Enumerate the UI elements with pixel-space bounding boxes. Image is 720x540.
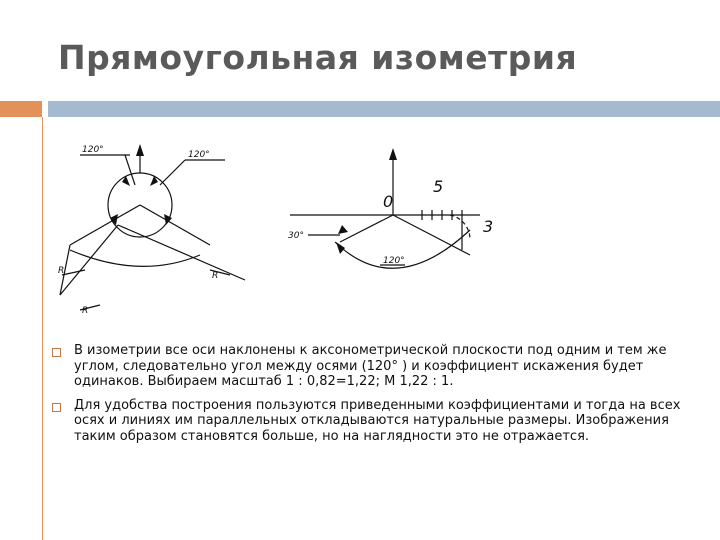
accent-bar-orange [0, 101, 42, 117]
left-radius-label-1: R [58, 266, 65, 276]
right-unit-3-label: 3 [483, 217, 494, 236]
left-radius-label-3: R [212, 271, 219, 281]
left-angle-label-2: 120° [188, 150, 210, 160]
bullet-item [52, 343, 692, 390]
bullet-text: Для удобства построения пользуются приведенными коэффициентами и тогда на всех осях и линиях им параллельных откладываются натуральные размеры. Изображения таким образом становятся больше, но на наглядности это не отражается. [74, 397, 681, 444]
accent-bar-blue [48, 101, 720, 117]
bullet-item [52, 398, 692, 445]
bullet-square-icon [52, 403, 61, 412]
slide-title: Прямоугольная изометрия [58, 38, 578, 77]
isometry-drawing [50, 130, 520, 330]
right-origin-label: 0 [383, 192, 394, 211]
left-angle-label-1: 120° [82, 145, 104, 155]
left-radius-label-2: R [82, 306, 89, 316]
bullet-square-icon [52, 348, 61, 357]
right-unit-5-label: 5 [433, 177, 444, 196]
right-angle-30-label: 30° [288, 231, 304, 241]
bullet-list [52, 343, 692, 452]
right-angle-120-label: 120° [383, 256, 405, 266]
accent-vertical-line [42, 117, 43, 540]
bullet-text: В изометрии все оси наклонены к аксонометрической плоскости под одним и тем же углом, следовательно угол между осями (120° ) и коэффициент искажения будет одинаков. Выбираем масштаб 1 : 0,82=1,22; М 1,22 : 1. [74, 343, 667, 389]
figure-left-construction [60, 144, 245, 310]
